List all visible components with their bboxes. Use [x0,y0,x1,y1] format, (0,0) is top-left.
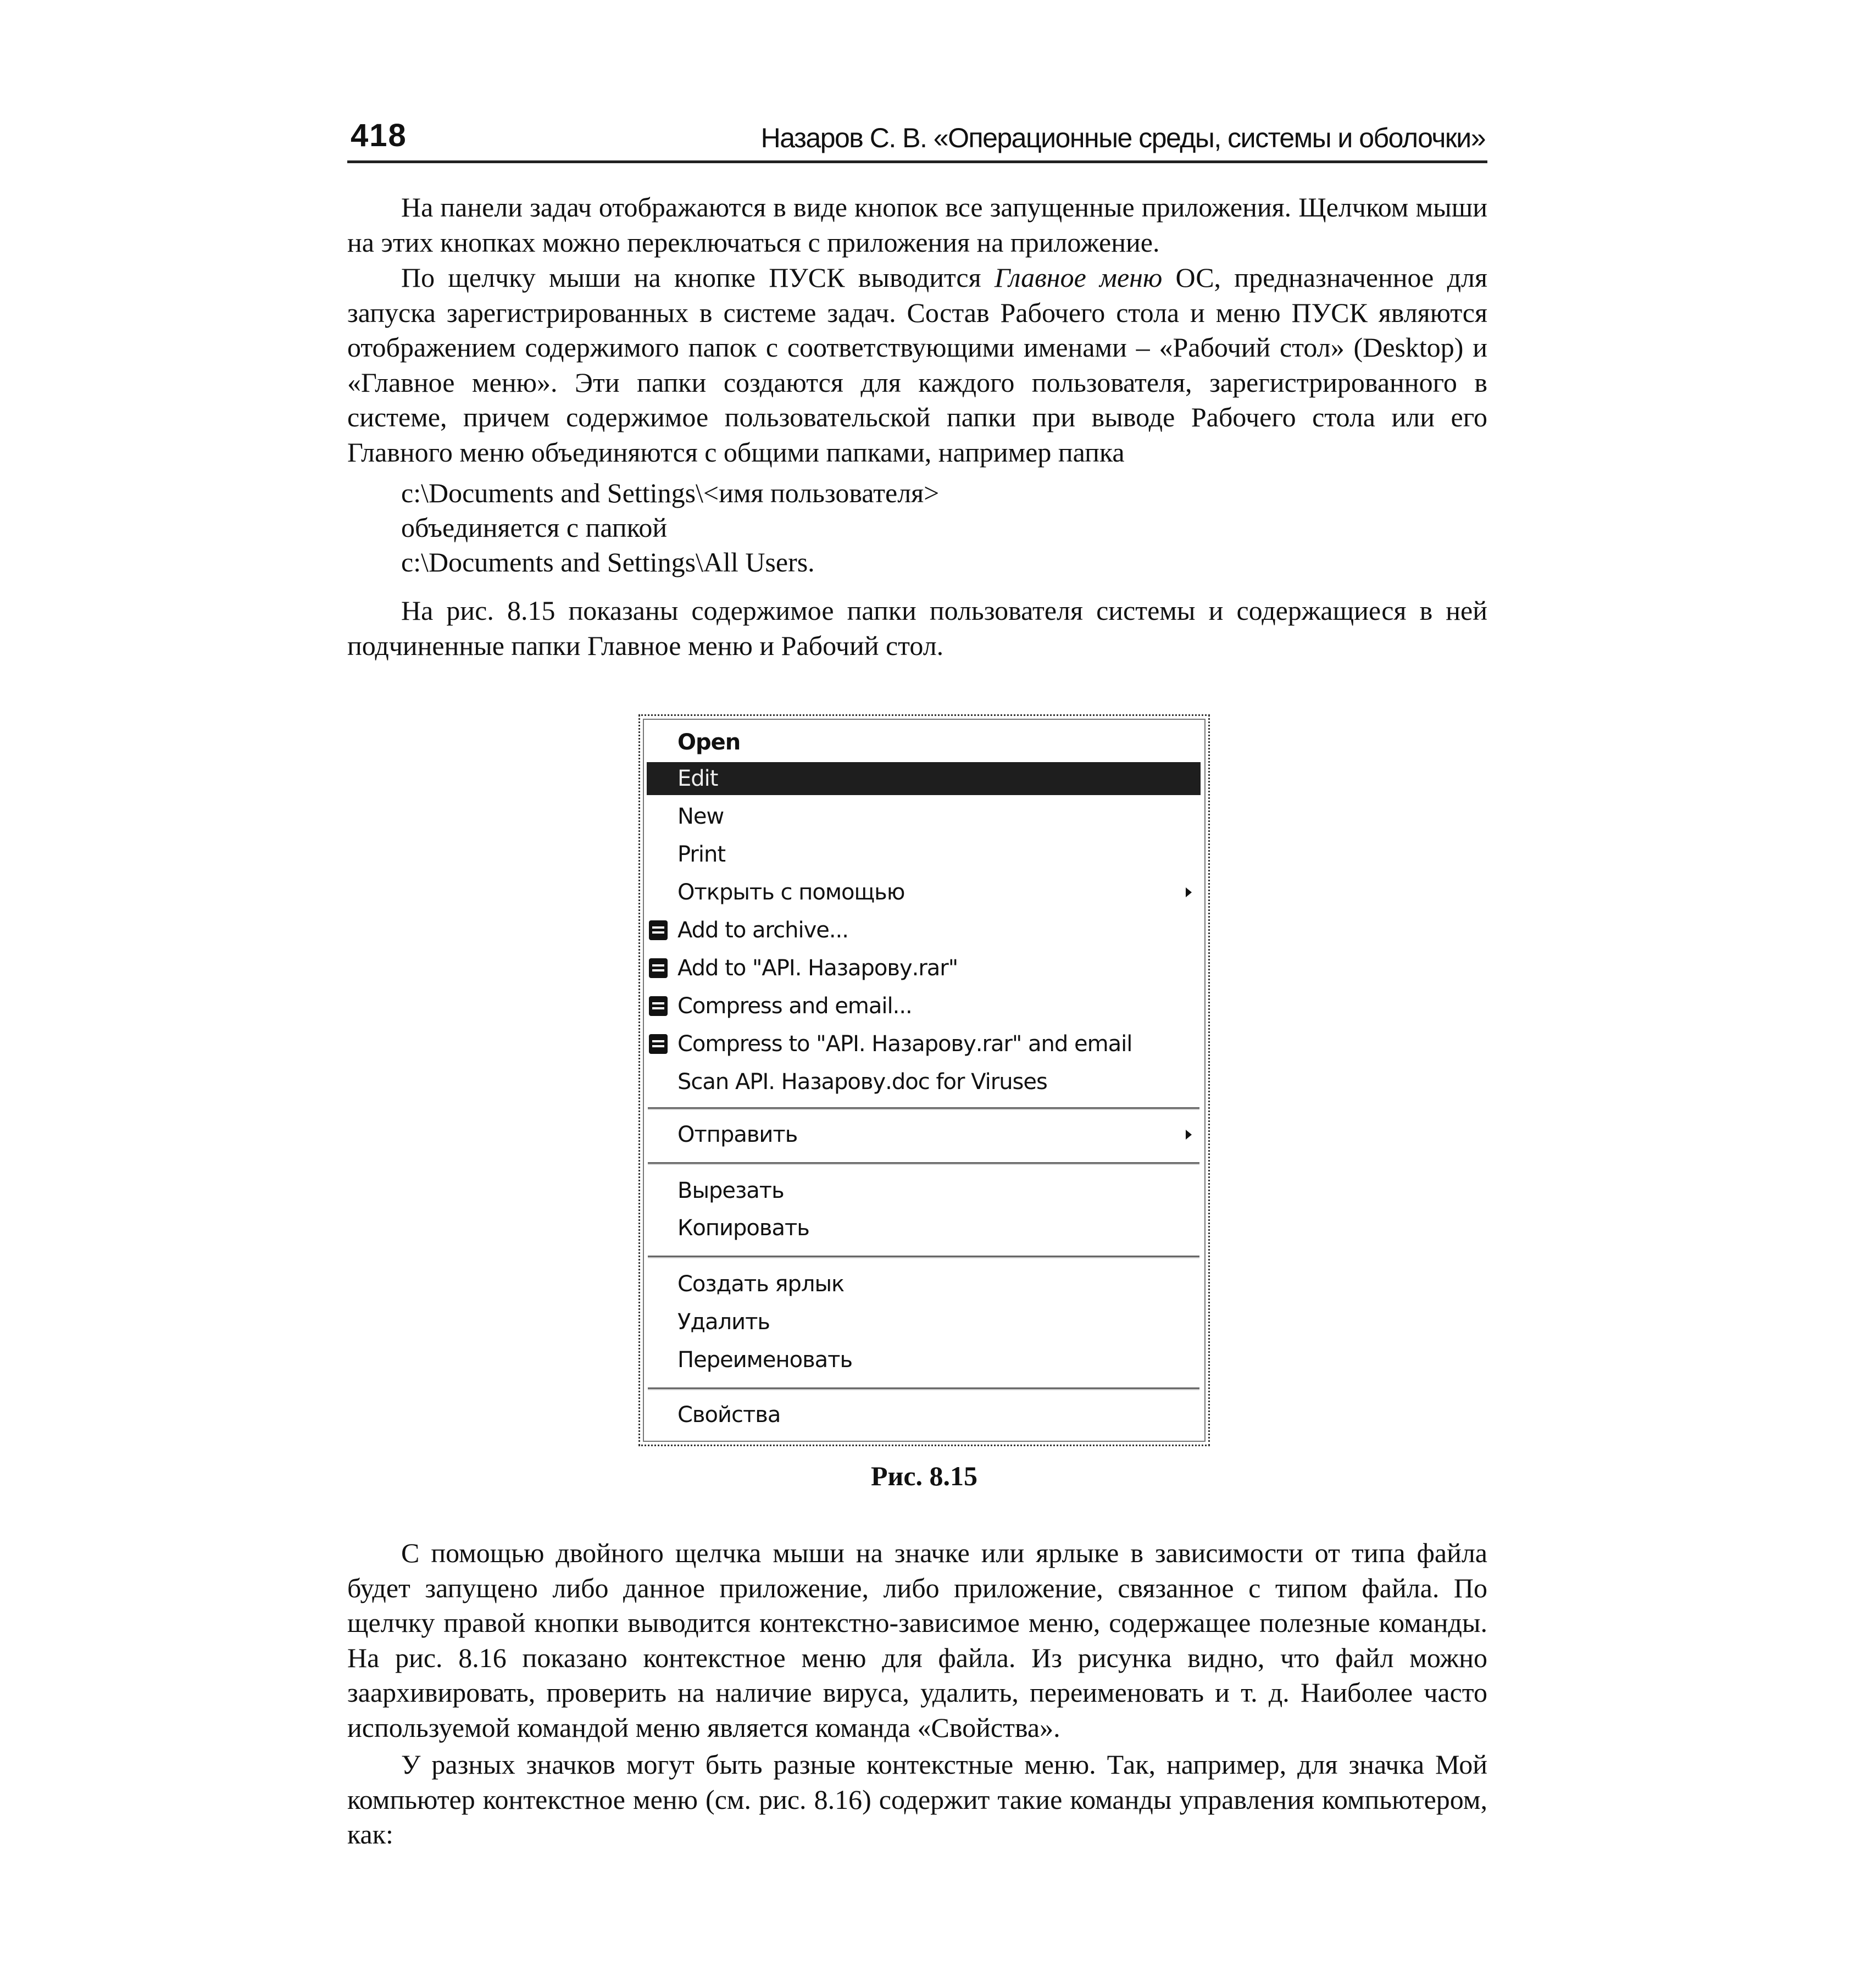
menu-item-cut[interactable] [647,1174,1201,1207]
archive-icon [649,1034,668,1054]
running-title: Назаров С. В. «Операционные среды, системы и оболочки» [760,123,1485,153]
paragraph-start-menu-text-1: По щелчку мыши на кнопке ПУСК выводится [401,262,995,293]
menu-item-new-label: New [677,804,724,829]
menu-item-properties-label: Свойства [677,1402,781,1428]
archive-icon [649,958,668,978]
menu-item-compress-rar-email-label: Compress to "API. Назарову.rar" and email [677,1031,1132,1057]
paragraph-start-menu-text-2: ОС, предназначенное для запуска зарегистрированных в системе задач. Состав Рабочего стола и меню ПУСК являются отображением содержимого папок с соответствующими именами – «Рабочий стол» (Desktop) и «Главное меню». Эти папки создаются для каждого пользователя, зарегистрированного в системе, причем содержимое пользовательской папки при выводе Рабочего стола или его Главного меню объединяются с общими папками, например папка [347,262,1487,468]
menu-item-delete-label: Удалить [677,1309,770,1335]
running-header [347,115,1487,163]
menu-separator [648,1162,1199,1165]
menu-item-edit-label: Edit [677,766,718,791]
menu-item-send-to-label: Отправить [677,1122,798,1147]
menu-item-compress-email[interactable] [647,990,1201,1023]
paragraph-start-menu [347,260,1487,470]
menu-item-cut-label: Вырезать [677,1178,784,1203]
context-menu [638,714,1210,1446]
menu-item-delete[interactable] [647,1306,1201,1339]
page-number: 418 [351,118,407,153]
menu-item-rename[interactable] [647,1343,1201,1376]
submenu-arrow-icon [1186,1130,1192,1140]
menu-item-add-to-rar[interactable] [647,952,1201,985]
menu-item-print-label: Print [677,842,726,867]
menu-item-create-shortcut-label: Создать ярлык [677,1271,845,1297]
menu-item-copy-label: Копировать [677,1215,809,1241]
menu-item-new[interactable] [647,800,1201,833]
menu-item-open-label: Open [677,730,741,755]
main-menu-term: Главное меню [994,262,1163,293]
menu-item-add-to-archive-label: Add to archive... [677,918,848,943]
menu-item-copy[interactable] [647,1212,1201,1245]
paragraph-my-computer: У разных значков могут быть разные контекстные меню. Так, например, для значка Мой компьютер контекстное меню (см. рис. 8.16) содержит такие команды управления компьютером, как: [347,1749,1487,1850]
path-all-users: c:\Documents and Settings\All Users. [401,547,815,577]
menu-item-scan-viruses-label: Scan API. Назарову.doc for Viruses [677,1069,1047,1095]
menu-item-rename-label: Переименовать [677,1347,853,1373]
path-user-folder: c:\Documents and Settings\<имя пользователя> [401,477,940,508]
submenu-arrow-icon [1186,887,1192,897]
menu-item-scan-viruses[interactable] [647,1065,1201,1098]
paragraph-taskbar: На панели задач отображаются в виде кнопок все запущенные приложения. Щелчком мыши на этих кнопках можно переключаться с приложения на приложение. [347,192,1487,258]
menu-item-add-to-rar-label: Add to "API. Назарову.rar" [677,956,958,981]
paragraph-context-menu: С помощью двойного щелчка мыши на значке или ярлыке в зависимости от типа файла будет запущено либо данное приложение, либо приложение, связанное с типом файла. По щелчку правой кнопки выводится контекстно-зависимое меню, содержащее полезные команды. На рис. 8.16 показано контекстное меню для файла. Из рисунка видно, что файл можно заархивировать, проверить на наличие вируса, удалить, переименовать и т. д. Наиболее часто используемой командой меню является команда «Свойства». [347,1537,1487,1743]
menu-item-open[interactable] [647,726,1201,759]
archive-icon [649,996,668,1016]
menu-item-compress-email-label: Compress and email... [677,993,912,1019]
paragraph-figure-intro: На рис. 8.15 показаны содержимое папки пользователя системы и содержащиеся в ней подчиненные папки Главное меню и Рабочий стол. [347,595,1487,661]
menu-separator [648,1107,1199,1110]
path-join-text: объединяется с папкой [401,512,668,543]
menu-item-compress-rar-email[interactable] [647,1028,1201,1060]
archive-icon [649,920,668,940]
menu-item-add-to-archive[interactable] [647,914,1201,947]
menu-separator [648,1256,1199,1258]
menu-item-open-with[interactable] [647,876,1201,909]
menu-item-send-to[interactable] [647,1118,1201,1151]
menu-separator [648,1387,1199,1390]
menu-item-print[interactable] [647,838,1201,871]
menu-item-open-with-label: Открыть с помощью [677,880,905,905]
menu-item-edit[interactable] [647,762,1201,795]
figure-caption: Рис. 8.15 [870,1461,978,1491]
menu-item-create-shortcut[interactable] [647,1268,1201,1301]
menu-item-properties[interactable] [647,1398,1201,1431]
